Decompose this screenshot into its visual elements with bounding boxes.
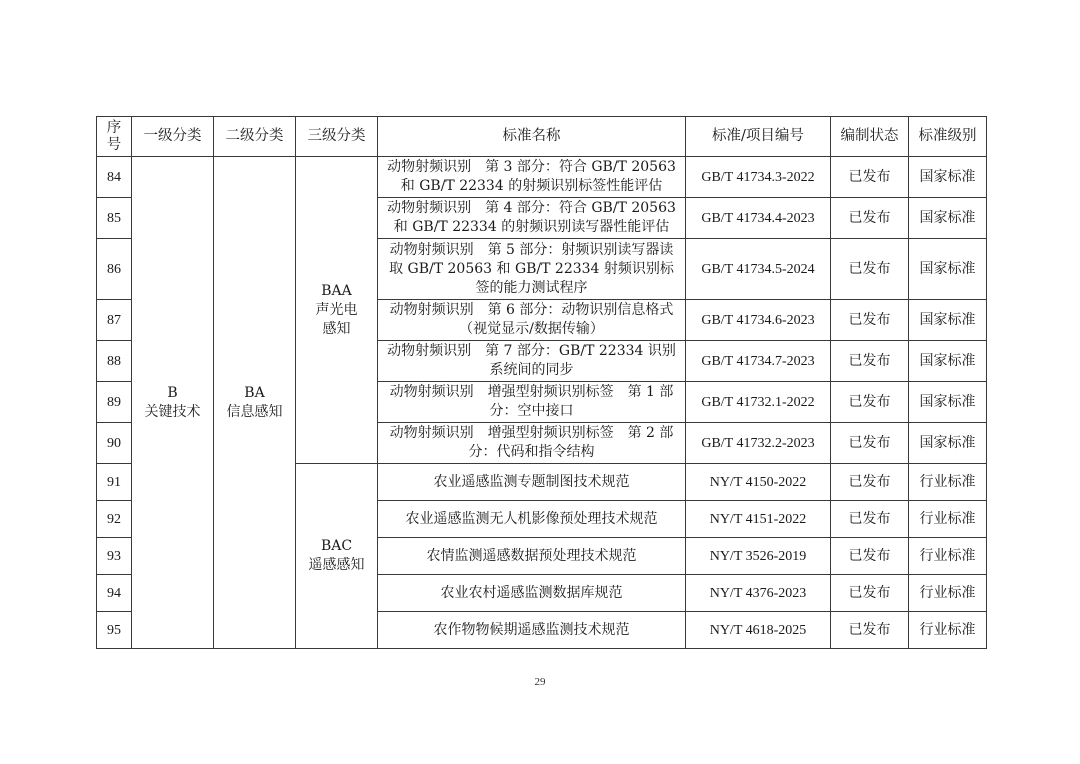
code-cell: NY/T 4150-2022 bbox=[686, 464, 831, 501]
grade-cell: 行业标准 bbox=[909, 612, 987, 649]
status-cell: 已发布 bbox=[831, 501, 909, 538]
level1-code: B bbox=[167, 384, 178, 401]
level2-cell bbox=[214, 157, 296, 649]
level2-name: 信息感知 bbox=[226, 403, 283, 420]
name-cell: 动物射频识别 增强型射频识别标签 第 1 部分：空中接口 bbox=[378, 382, 686, 423]
grade-cell: 行业标准 bbox=[909, 538, 987, 575]
header-grade: 标准级别 bbox=[909, 117, 987, 157]
status-cell: 已发布 bbox=[831, 612, 909, 649]
level3-baa-cell bbox=[296, 157, 378, 464]
code-cell: GB/T 41732.2-2023 bbox=[686, 423, 831, 464]
grade-cell: 国家标准 bbox=[909, 239, 987, 300]
name-cell: 农情监测遥感数据预处理技术规范 bbox=[378, 538, 686, 575]
seq-cell: 90 bbox=[97, 423, 132, 464]
code-cell: GB/T 41734.6-2023 bbox=[686, 300, 831, 341]
seq-cell: 92 bbox=[97, 501, 132, 538]
status-cell: 已发布 bbox=[831, 198, 909, 239]
status-cell: 已发布 bbox=[831, 575, 909, 612]
seq-cell: 89 bbox=[97, 382, 132, 423]
header-row bbox=[97, 117, 987, 157]
grade-cell: 行业标准 bbox=[909, 575, 987, 612]
code-cell: GB/T 41734.5-2024 bbox=[686, 239, 831, 300]
status-cell: 已发布 bbox=[831, 464, 909, 501]
status-cell: 已发布 bbox=[831, 157, 909, 198]
name-cell: 农业农村遥感监测数据库规范 bbox=[378, 575, 686, 612]
level3-bac-name: 遥感感知 bbox=[308, 557, 365, 573]
table-row bbox=[97, 157, 987, 198]
header-level1: 一级分类 bbox=[132, 117, 214, 157]
seq-cell: 85 bbox=[97, 198, 132, 239]
name-cell: 农作物物候期遥感监测技术规范 bbox=[378, 612, 686, 649]
grade-cell: 国家标准 bbox=[909, 423, 987, 464]
header-code: 标准/项目编号 bbox=[686, 117, 831, 157]
code-cell: NY/T 4376-2023 bbox=[686, 575, 831, 612]
name-cell: 农业遥感监测专题制图技术规范 bbox=[378, 464, 686, 501]
seq-cell: 95 bbox=[97, 612, 132, 649]
name-cell: 动物射频识别 第 5 部分：射频识别读写器读取 GB/T 20563 和 GB/T 22334 射频识别标签的能力测试程序 bbox=[378, 239, 686, 300]
standards-table bbox=[96, 116, 987, 649]
level3-bac-code: BAC bbox=[320, 538, 353, 554]
grade-cell: 行业标准 bbox=[909, 464, 987, 501]
seq-cell: 86 bbox=[97, 239, 132, 300]
level1-cell bbox=[132, 157, 214, 649]
header-name: 标准名称 bbox=[378, 117, 686, 157]
status-cell: 已发布 bbox=[831, 239, 909, 300]
status-cell: 已发布 bbox=[831, 423, 909, 464]
level3-baa-code: BAA bbox=[321, 282, 352, 299]
status-cell: 已发布 bbox=[831, 300, 909, 341]
code-cell: GB/T 41734.7-2023 bbox=[686, 341, 831, 382]
seq-cell: 91 bbox=[97, 464, 132, 501]
grade-cell: 国家标准 bbox=[909, 341, 987, 382]
code-cell: GB/T 41734.4-2023 bbox=[686, 198, 831, 239]
page-number: 29 bbox=[534, 676, 546, 688]
grade-cell: 国家标准 bbox=[909, 198, 987, 239]
code-cell: NY/T 4618-2025 bbox=[686, 612, 831, 649]
name-cell: 动物射频识别 第 6 部分：动物识别信息格式（视觉显示/数据传输） bbox=[378, 300, 686, 341]
status-cell: 已发布 bbox=[831, 382, 909, 423]
seq-cell: 93 bbox=[97, 538, 132, 575]
level2-code: BA bbox=[244, 384, 265, 401]
level3-bac-cell bbox=[296, 464, 378, 649]
code-cell: NY/T 3526-2019 bbox=[686, 538, 831, 575]
code-cell: GB/T 41734.3-2022 bbox=[686, 157, 831, 198]
status-cell: 已发布 bbox=[831, 538, 909, 575]
seq-cell: 88 bbox=[97, 341, 132, 382]
header-seq: 序号 bbox=[97, 117, 132, 157]
seq-cell: 94 bbox=[97, 575, 132, 612]
level3-baa-name-line1: 声光电 bbox=[315, 301, 358, 318]
name-cell: 动物射频识别 第 3 部分：符合 GB/T 20563 和 GB/T 22334 的射频识别标签性能评估 bbox=[378, 157, 686, 198]
name-cell: 动物射频识别 第 7 部分：GB/T 22334 识别系统间的同步 bbox=[378, 341, 686, 382]
seq-cell: 84 bbox=[97, 157, 132, 198]
code-cell: GB/T 41732.1-2022 bbox=[686, 382, 831, 423]
level3-baa-name-line2: 感知 bbox=[322, 320, 351, 337]
name-cell: 动物射频识别 第 4 部分：符合 GB/T 20563 和 GB/T 22334 的射频识别读写器性能评估 bbox=[378, 198, 686, 239]
header-status: 编制状态 bbox=[831, 117, 909, 157]
header-level2: 二级分类 bbox=[214, 117, 296, 157]
seq-cell: 87 bbox=[97, 300, 132, 341]
status-cell: 已发布 bbox=[831, 341, 909, 382]
level1-name: 关键技术 bbox=[144, 403, 201, 420]
grade-cell: 国家标准 bbox=[909, 300, 987, 341]
grade-cell: 国家标准 bbox=[909, 157, 987, 198]
grade-cell: 国家标准 bbox=[909, 382, 987, 423]
name-cell: 农业遥感监测无人机影像预处理技术规范 bbox=[378, 501, 686, 538]
name-cell: 动物射频识别 增强型射频识别标签 第 2 部分：代码和指令结构 bbox=[378, 423, 686, 464]
grade-cell: 行业标准 bbox=[909, 501, 987, 538]
header-level3: 三级分类 bbox=[296, 117, 378, 157]
code-cell: NY/T 4151-2022 bbox=[686, 501, 831, 538]
